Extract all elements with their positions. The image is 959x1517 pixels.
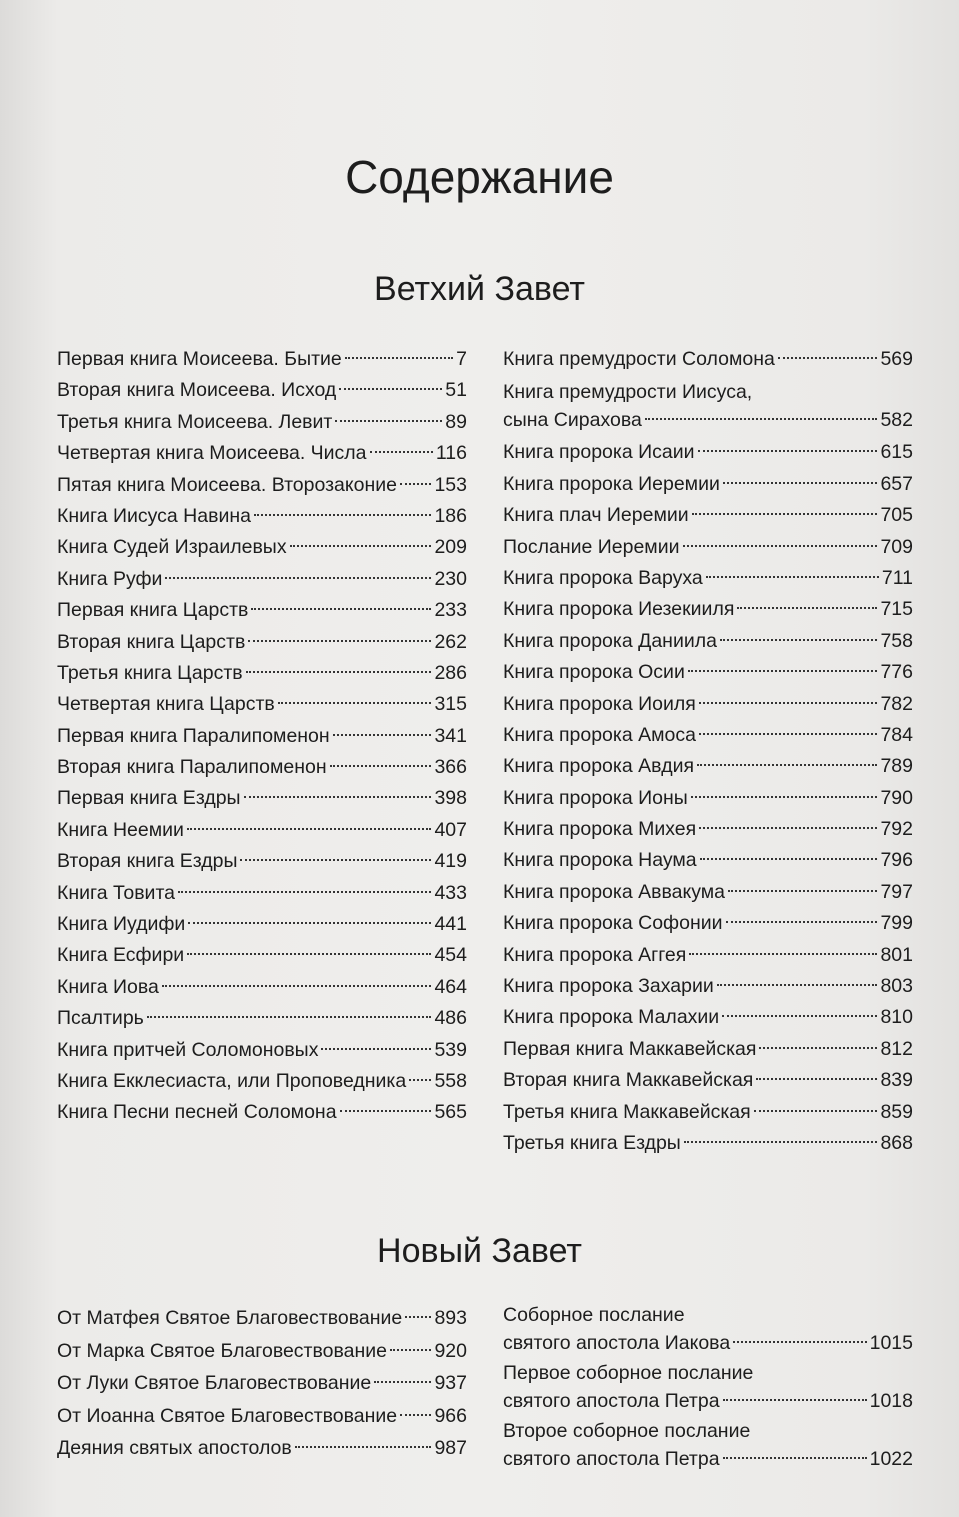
toc-entry-title: Книга пророка Ионы bbox=[503, 786, 688, 809]
dot-leader bbox=[689, 953, 877, 955]
toc-entry-page: 782 bbox=[880, 692, 913, 715]
toc-entry-title: Книга плач Иеремии bbox=[503, 504, 689, 527]
dot-leader bbox=[684, 1141, 878, 1143]
toc-entry-page: 433 bbox=[434, 881, 467, 904]
dot-leader bbox=[240, 859, 431, 861]
dot-leader bbox=[723, 482, 878, 484]
toc-entry-page: 789 bbox=[880, 755, 913, 778]
toc-entry[interactable] bbox=[503, 814, 913, 845]
toc-entry[interactable] bbox=[503, 1002, 913, 1033]
dot-leader bbox=[691, 796, 878, 798]
toc-entry-page: 233 bbox=[434, 599, 467, 622]
toc-entry-page: 366 bbox=[434, 756, 467, 779]
toc-entry-page: 407 bbox=[434, 818, 467, 841]
dot-leader bbox=[778, 357, 878, 359]
toc-entry[interactable] bbox=[57, 658, 467, 689]
dot-leader bbox=[165, 577, 431, 579]
toc-entry-title: От Луки Святое Благовествование bbox=[57, 1372, 372, 1394]
toc-entry-page: 715 bbox=[880, 598, 913, 621]
toc-entry-page: 790 bbox=[880, 786, 913, 809]
toc-entry-page: 711 bbox=[881, 566, 913, 589]
toc-entry-title: Книга пророка Осии bbox=[503, 661, 685, 684]
dot-leader bbox=[370, 451, 433, 453]
toc-entry-title: Книга Товита bbox=[57, 881, 176, 904]
toc-entry-title: Книга пророка Исаии bbox=[503, 441, 695, 464]
toc-entry[interactable] bbox=[503, 657, 913, 688]
toc-entry-page: 116 bbox=[435, 442, 467, 465]
toc-entry-title-line1: Первое соборное послание bbox=[503, 1362, 754, 1384]
toc-entry[interactable] bbox=[503, 1034, 913, 1065]
toc-entry[interactable] bbox=[503, 532, 913, 563]
toc-entry-title: От Марка Святое Благовествование bbox=[57, 1339, 387, 1362]
toc-entry-title: Четвертая книга Царств bbox=[57, 693, 275, 716]
toc-entry[interactable] bbox=[503, 1065, 913, 1096]
toc-entry-page: 709 bbox=[880, 535, 913, 558]
toc-entry-title: Вторая книга Ездры bbox=[57, 850, 238, 873]
dot-leader bbox=[733, 1341, 866, 1343]
toc-entry-title: Книга пророка Софонии bbox=[503, 912, 723, 935]
toc-entry[interactable] bbox=[57, 501, 467, 532]
toc-entry-page: 153 bbox=[434, 473, 467, 496]
dot-leader bbox=[339, 388, 442, 390]
toc-entry-title: Книга пророка Амоса bbox=[503, 723, 696, 746]
toc-entry-page: 1015 bbox=[869, 1332, 913, 1354]
toc-entry[interactable] bbox=[503, 500, 913, 531]
toc-entry-title: Книга пророка Даниила bbox=[503, 629, 717, 652]
dot-leader bbox=[147, 1016, 432, 1018]
old-testament-heading: Ветхий Завет bbox=[374, 270, 585, 308]
toc-entry-page: 486 bbox=[434, 1007, 467, 1030]
dot-leader bbox=[333, 734, 432, 736]
toc-entry-title: Книга пророка Иоиля bbox=[503, 692, 696, 715]
dot-leader bbox=[697, 764, 877, 766]
toc-entry-page: 315 bbox=[434, 693, 467, 716]
dot-leader bbox=[400, 483, 431, 485]
dot-leader bbox=[405, 1316, 431, 1318]
toc-entry-title: Книга пророка Михея bbox=[503, 818, 697, 841]
toc-entry-page: 797 bbox=[880, 880, 913, 903]
toc-entry[interactable] bbox=[503, 1302, 913, 1358]
dot-leader bbox=[251, 608, 431, 610]
toc-entry[interactable] bbox=[57, 1302, 467, 1335]
toc-entry-title-line2: сына Сирахова bbox=[503, 409, 642, 432]
toc-entry-title: Книга Есфири bbox=[57, 944, 185, 967]
toc-entry[interactable] bbox=[503, 1358, 913, 1416]
toc-entry-page: 812 bbox=[880, 1037, 913, 1060]
toc-entry-page: 539 bbox=[434, 1038, 467, 1061]
toc-entry-page: 186 bbox=[434, 504, 467, 527]
toc-entry[interactable] bbox=[57, 407, 467, 438]
toc-entry[interactable] bbox=[57, 1066, 467, 1097]
toc-entry-title: Третья книга Моисеева. Левит bbox=[57, 410, 333, 433]
dot-leader bbox=[645, 418, 878, 420]
toc-entry-page: 868 bbox=[880, 1131, 913, 1154]
toc-entry-title-line2: святого апостола Петра bbox=[503, 1390, 720, 1412]
toc-entry[interactable] bbox=[503, 1128, 913, 1159]
toc-entry[interactable] bbox=[503, 783, 913, 814]
toc-entry-title: Послание Иеремии bbox=[503, 535, 680, 558]
toc-entry-page: 966 bbox=[434, 1404, 467, 1427]
dot-leader bbox=[246, 671, 432, 673]
toc-entry[interactable] bbox=[503, 375, 913, 435]
toc-entry-title: Вторая книга Царств bbox=[57, 630, 246, 653]
toc-entry[interactable] bbox=[57, 532, 467, 563]
toc-entry[interactable] bbox=[503, 469, 913, 500]
toc-entry[interactable] bbox=[503, 940, 913, 971]
toc-entry[interactable] bbox=[503, 908, 913, 939]
toc-entry-page: 937 bbox=[434, 1372, 467, 1394]
toc-entry-title: Книга пророка Иеремии bbox=[503, 472, 720, 495]
toc-entry-title: Книга пророка Аггея bbox=[503, 943, 687, 966]
new-testament-heading: Новый Завет bbox=[377, 1232, 582, 1270]
dot-leader bbox=[295, 1446, 432, 1448]
dot-leader bbox=[699, 702, 878, 704]
toc-entry-page: 569 bbox=[880, 348, 913, 370]
dot-leader bbox=[390, 1349, 431, 1351]
toc-entry-page: 987 bbox=[434, 1437, 467, 1459]
dot-leader bbox=[726, 921, 878, 923]
toc-entry-title: Книга Иова bbox=[57, 975, 159, 998]
dot-leader bbox=[187, 953, 431, 955]
new-testament-left-column bbox=[57, 1302, 467, 1465]
toc-entry-page: 758 bbox=[880, 629, 913, 652]
toc-entry[interactable] bbox=[57, 878, 467, 909]
new-testament-right-column bbox=[503, 1302, 913, 1474]
toc-entry[interactable] bbox=[57, 595, 467, 626]
dot-leader bbox=[717, 984, 878, 986]
dot-leader bbox=[688, 670, 878, 672]
toc-entry-title: Третья книга Царств bbox=[57, 661, 243, 684]
dot-leader bbox=[254, 514, 431, 516]
toc-entry-title-line1: Соборное послание bbox=[503, 1304, 685, 1326]
dot-leader bbox=[409, 1079, 431, 1081]
toc-entry-title: Книга пророка Авдия bbox=[503, 755, 695, 778]
toc-entry-page: 799 bbox=[880, 912, 913, 935]
toc-entry[interactable] bbox=[57, 564, 467, 595]
toc-entry-title: Первая книга Паралипоменон bbox=[57, 724, 330, 747]
toc-entry-page: 920 bbox=[434, 1339, 467, 1362]
toc-entry-page: 792 bbox=[880, 818, 913, 841]
toc-entry-title: Книга пророка Иезекииля bbox=[503, 598, 735, 621]
toc-entry-title: Книга Иисуса Навина bbox=[57, 504, 251, 527]
old-testament-right-column bbox=[503, 344, 913, 1159]
old-testament-left-column bbox=[57, 344, 467, 1129]
dot-leader bbox=[699, 733, 877, 735]
toc-entry-page: 810 bbox=[880, 1006, 913, 1029]
toc-entry[interactable] bbox=[57, 1400, 467, 1433]
dot-leader bbox=[728, 890, 877, 892]
dot-leader bbox=[178, 891, 431, 893]
toc-entry-page: 839 bbox=[880, 1069, 913, 1092]
toc-entry-title: Первая книга Моисеева. Бытие bbox=[57, 348, 342, 370]
toc-entry[interactable] bbox=[503, 563, 913, 594]
toc-entry[interactable] bbox=[57, 627, 467, 658]
dot-leader bbox=[683, 545, 878, 547]
toc-entry-title: Книга Судей Израилевых bbox=[57, 536, 287, 559]
dot-leader bbox=[330, 765, 432, 767]
toc-entry-title: Книга премудрости Соломона bbox=[503, 348, 775, 370]
toc-entry-page: 51 bbox=[445, 379, 467, 402]
toc-entry[interactable] bbox=[503, 877, 913, 908]
dot-leader bbox=[345, 357, 453, 359]
toc-entry-page: 89 bbox=[445, 410, 467, 433]
toc-entry-page: 1018 bbox=[869, 1390, 913, 1412]
dot-leader bbox=[720, 639, 877, 641]
toc-entry-title: Первая книга Ездры bbox=[57, 787, 241, 810]
toc-entry-title: Книга Песни песней Соломона bbox=[57, 1101, 337, 1124]
toc-entry[interactable] bbox=[57, 752, 467, 783]
toc-entry-page: 341 bbox=[434, 724, 467, 747]
dot-leader bbox=[321, 1048, 431, 1050]
toc-entry[interactable] bbox=[57, 438, 467, 469]
toc-entry-title: Книга пророка Захарии bbox=[503, 975, 714, 998]
toc-entry-title: Книга Неемии bbox=[57, 818, 184, 841]
toc-entry-page: 286 bbox=[434, 661, 467, 684]
toc-entry-page: 801 bbox=[880, 943, 913, 966]
toc-entry[interactable] bbox=[57, 344, 467, 375]
toc-entry-title: Книга пророка Малахии bbox=[503, 1006, 720, 1029]
toc-entry-title: От Матфея Святое Благовествование bbox=[57, 1307, 403, 1329]
toc-entry[interactable] bbox=[57, 783, 467, 814]
toc-entry-title: Первая книга Маккавейская bbox=[503, 1037, 757, 1060]
toc-entry[interactable] bbox=[57, 1367, 467, 1400]
dot-leader bbox=[737, 607, 877, 609]
toc-entry[interactable] bbox=[503, 594, 913, 625]
toc-entry-title: Четвертая книга Моисеева. Числа bbox=[57, 442, 367, 465]
dot-leader bbox=[699, 827, 877, 829]
dot-leader bbox=[162, 985, 432, 987]
toc-entry[interactable] bbox=[57, 375, 467, 406]
toc-entry[interactable] bbox=[57, 1432, 467, 1465]
dot-leader bbox=[698, 450, 878, 452]
toc-entry-title-line2: святого апостола Петра bbox=[503, 1448, 720, 1470]
toc-entry-page: 419 bbox=[434, 850, 467, 873]
toc-entry-page: 1022 bbox=[869, 1448, 913, 1470]
dot-leader bbox=[754, 1110, 878, 1112]
toc-entry-title: Третья книга Ездры bbox=[503, 1131, 681, 1154]
toc-entry[interactable] bbox=[57, 1035, 467, 1066]
page-title: Содержание bbox=[345, 151, 614, 203]
dot-leader bbox=[340, 1110, 432, 1112]
toc-entry[interactable] bbox=[57, 909, 467, 940]
dot-leader bbox=[290, 545, 432, 547]
toc-entry[interactable] bbox=[503, 626, 913, 657]
dot-leader bbox=[248, 640, 431, 642]
toc-entry[interactable] bbox=[57, 1097, 467, 1128]
toc-entry-title: Псалтирь bbox=[57, 1007, 144, 1030]
toc-entry-title: Книга пророка Аввакума bbox=[503, 880, 726, 903]
toc-entry[interactable] bbox=[503, 971, 913, 1002]
toc-entry[interactable] bbox=[57, 815, 467, 846]
toc-entry-page: 454 bbox=[434, 944, 467, 967]
toc-entry[interactable] bbox=[503, 751, 913, 782]
toc-entry-page: 398 bbox=[434, 787, 467, 810]
toc-entry[interactable] bbox=[57, 721, 467, 752]
toc-entry-title: Деяния святых апостолов bbox=[57, 1437, 292, 1459]
toc-entry-page: 558 bbox=[434, 1069, 467, 1092]
toc-entry-page: 582 bbox=[880, 409, 913, 432]
toc-entry-page: 230 bbox=[434, 567, 467, 590]
toc-entry[interactable] bbox=[503, 689, 913, 720]
toc-entry-page: 209 bbox=[434, 536, 467, 559]
toc-entry[interactable] bbox=[57, 689, 467, 720]
toc-entry-page: 441 bbox=[434, 913, 467, 936]
dot-leader bbox=[722, 1015, 877, 1017]
toc-entry-title: Первая книга Царств bbox=[57, 599, 249, 622]
toc-entry-title: Третья книга Маккавейская bbox=[503, 1100, 751, 1123]
dot-leader bbox=[400, 1414, 431, 1416]
toc-entry-title-line1: Второе соборное послание bbox=[503, 1420, 751, 1442]
toc-entry[interactable] bbox=[57, 846, 467, 877]
toc-entry-page: 657 bbox=[880, 472, 913, 495]
toc-entry-title: Вторая книга Паралипоменон bbox=[57, 756, 327, 779]
toc-entry[interactable] bbox=[57, 972, 467, 1003]
toc-entry-page: 893 bbox=[434, 1307, 467, 1329]
toc-entry-page: 7 bbox=[456, 348, 467, 370]
dot-leader bbox=[723, 1399, 867, 1401]
toc-entry-title-line1: Книга премудрости Иисуса, bbox=[503, 381, 753, 404]
toc-entry-page: 776 bbox=[880, 661, 913, 684]
toc-entry[interactable] bbox=[503, 1097, 913, 1128]
dot-leader bbox=[244, 796, 432, 798]
toc-entry-title: От Иоанна Святое Благовествование bbox=[57, 1404, 398, 1427]
toc-entry[interactable] bbox=[503, 720, 913, 751]
toc-entry[interactable] bbox=[57, 1335, 467, 1368]
dot-leader bbox=[187, 828, 432, 830]
toc-entry[interactable] bbox=[57, 940, 467, 971]
toc-entry[interactable] bbox=[503, 1416, 913, 1474]
dot-leader bbox=[278, 702, 432, 704]
toc-entry-title: Вторая книга Маккавейская bbox=[503, 1069, 754, 1092]
toc-entry[interactable] bbox=[503, 344, 913, 375]
toc-entry[interactable] bbox=[57, 1003, 467, 1034]
toc-entry-page: 615 bbox=[880, 441, 913, 464]
toc-entry[interactable] bbox=[503, 437, 913, 468]
dot-leader bbox=[692, 513, 878, 515]
dot-leader bbox=[374, 1381, 431, 1383]
toc-entry-title: Книга притчей Соломоновых bbox=[57, 1038, 319, 1061]
toc-entry-page: 784 bbox=[880, 723, 913, 746]
dot-leader bbox=[335, 420, 442, 422]
toc-entry-page: 796 bbox=[880, 849, 913, 872]
toc-entry-title-line2: святого апостола Иакова bbox=[503, 1332, 731, 1354]
toc-entry[interactable] bbox=[503, 845, 913, 876]
toc-entry-title: Книга Екклесиаста, или Проповедника bbox=[57, 1069, 407, 1092]
dot-leader bbox=[756, 1078, 877, 1080]
toc-entry-page: 705 bbox=[880, 504, 913, 527]
toc-entry-title: Книга пророка Наума bbox=[503, 849, 697, 872]
toc-entry-title: Пятая книга Моисеева. Второзаконие bbox=[57, 473, 397, 496]
toc-entry-title: Книга пророка Варуха bbox=[503, 566, 703, 589]
toc-entry-page: 565 bbox=[434, 1101, 467, 1124]
dot-leader bbox=[706, 576, 879, 578]
toc-entry-title: Вторая книга Моисеева. Исход bbox=[57, 379, 337, 402]
dot-leader bbox=[759, 1047, 877, 1049]
dot-leader bbox=[700, 858, 878, 860]
toc-entry-title: Книга Руфи bbox=[57, 567, 163, 590]
toc-entry[interactable] bbox=[57, 470, 467, 501]
toc-entry-page: 262 bbox=[434, 630, 467, 653]
dot-leader bbox=[188, 922, 431, 924]
toc-entry-page: 803 bbox=[880, 975, 913, 998]
toc-entry-title: Книга Иудифи bbox=[57, 913, 186, 936]
dot-leader bbox=[723, 1457, 867, 1459]
toc-entry-page: 859 bbox=[880, 1100, 913, 1123]
toc-entry-page: 464 bbox=[434, 975, 467, 998]
